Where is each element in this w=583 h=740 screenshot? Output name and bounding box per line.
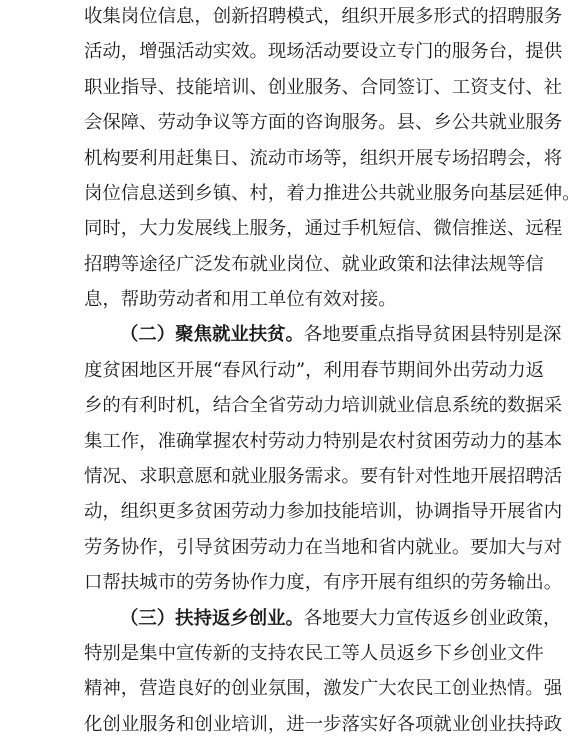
text-line: 乡的有利时机，结合全省劳动力培训就业信息系统的数据采 — [84, 395, 563, 416]
section-3-first-line — [120, 604, 562, 634]
section-2-first-line-text: 各地要重点指导贫困县特别是深 — [303, 324, 562, 345]
text-line: 收集岗位信息，创新招聘模式，组织开展多形式的招聘服务 — [84, 6, 563, 27]
text-line: 机构要利用赶集日、流动市场等，组织开展专场招聘会，将 — [84, 148, 563, 169]
text-line: 职业指导、技能培训、创业服务、合同签订、工资支付、社 — [84, 77, 563, 98]
text-line: 度贫困地区开展“春风行动”，利用春节期间外出劳动力返 — [84, 360, 545, 381]
text-line: 同时，大力发展线上服务，通过手机短信、微信推送、远程 — [84, 218, 563, 239]
text-line: 岗位信息送到乡镇、村，着力推进公共就业服务向基层延伸。 — [84, 183, 581, 204]
text-line: 劳务协作，引导贫困劳动力在当地和省内就业。要加大与对 — [84, 537, 563, 558]
section-3-first-line-text: 各地要大力宣传返乡创业政策， — [303, 608, 562, 629]
section-3-heading: （三）扶持返乡创业。 — [120, 608, 304, 629]
section-2-first-line — [120, 320, 562, 350]
text-line: 集工作，准确掌握农村劳动力特别是农村贫困劳动力的基本 — [84, 431, 563, 452]
text-line: 活动，增强活动实效。现场活动要设立专门的服务台，提供 — [84, 41, 563, 62]
text-line: 口帮扶城市的劳务协作力度，有序开展有组织的劳务输出。 — [84, 572, 563, 593]
text-line: 化创业服务和创业培训，进一步落实好各项就业创业扶持政 — [84, 714, 563, 735]
text-line: 特别是集中宣传新的支持农民工等人员返乡下乡创业文件 — [84, 643, 544, 664]
text-line: 动，组织更多贫困劳动力参加技能培训，协调指导开展省内 — [84, 501, 563, 522]
text-line: 精神，营造良好的创业氛围，激发广大农民工创业热情。强 — [84, 678, 563, 699]
text-line: 息，帮助劳动者和用工单位有效对接。 — [84, 289, 397, 310]
text-line: 会保障、劳动争议等方面的咨询服务。县、乡公共就业服务 — [84, 112, 563, 133]
text-line: 招聘等途径广泛发布就业岗位、就业政策和法律法规等信 — [84, 254, 544, 275]
section-2-heading: （二）聚焦就业扶贫。 — [120, 324, 304, 345]
text-line: 情况、求职意愿和就业服务需求。要有针对性地开展招聘活 — [84, 466, 563, 487]
